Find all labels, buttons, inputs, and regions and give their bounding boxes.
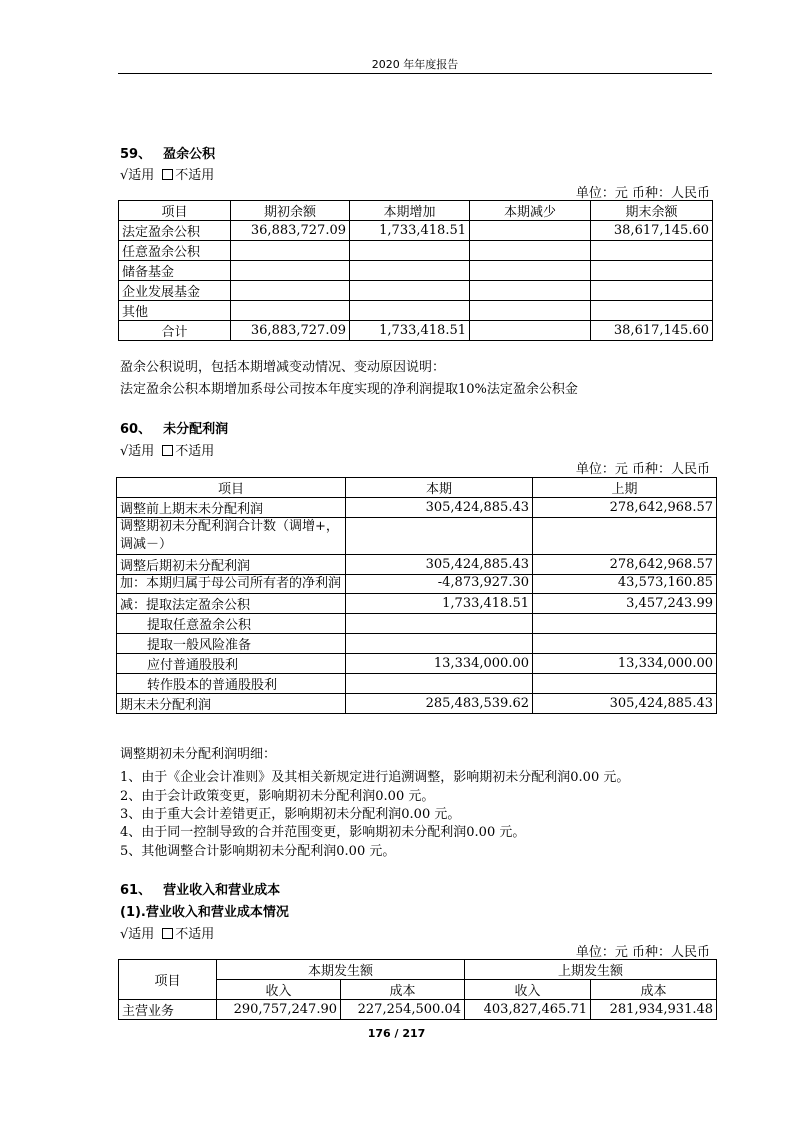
cell [591,241,713,261]
detail-line: 1、由于《企业会计准则》及其相关新规定进行追溯调整，影响期初未分配利润0.00 元。 [120,770,630,785]
col-header: 本期减少 [470,201,591,221]
cell: 3,457,243.99 [533,594,717,614]
applicability-line [120,440,214,459]
checkbox-icon [162,928,173,939]
cell: 1,733,418.51 [350,221,470,241]
table-total-row [117,694,717,714]
cell: 13,334,000.00 [533,654,717,674]
cell: 38,617,145.60 [591,321,713,341]
row-label: 转作股本的普通股股利 [117,674,346,694]
section-61-heading [120,879,280,898]
col-header: 项目 [117,478,346,498]
row-label: 储备基金 [119,261,231,281]
table-row [119,281,713,301]
cell [591,281,713,301]
col-header: 收入 [465,980,591,1000]
applicable-label: √适用 [120,927,155,942]
checkbox-icon [162,169,173,180]
cell [346,614,533,634]
cell [591,301,713,321]
row-label: 应付普通股股利 [117,654,346,674]
row-label: 其他 [119,301,231,321]
page-header: 2020 年年度报告 [371,58,459,71]
header-rule [118,73,712,74]
col-header: 本期发生额 [217,960,465,980]
table-row [119,301,713,321]
row-label: 企业发展基金 [119,281,231,301]
checkbox-icon [162,445,173,456]
row-label: 提取任意盈余公积 [117,614,346,634]
table-row [119,1000,717,1020]
table-row [117,614,717,634]
cell: 305,424,885.43 [533,694,717,714]
col-header: 本期 [346,478,533,498]
cell [470,241,591,261]
cell [350,261,470,281]
cell [346,518,533,555]
row-label: 调整前上期末未分配利润 [117,498,346,518]
table-row [117,498,717,518]
col-header: 期末余额 [591,201,713,221]
table-row [117,575,717,594]
col-header: 成本 [341,980,465,1000]
row-label: 调整期初未分配利润合计数（调增+，调减－） [117,518,346,555]
cell: 305,424,885.43 [346,498,533,518]
cell [533,518,717,555]
section-number: 59、 [120,147,152,162]
detail-line: 2、由于会计政策变更，影响期初未分配利润0.00 元。 [120,789,435,804]
cell: 13,334,000.00 [346,654,533,674]
retained-earnings-table [116,477,717,714]
unit-line: 单位：元 币种：人民币 [575,462,710,477]
unit-line: 单位：元 币种：人民币 [575,945,710,960]
cell: 305,424,885.43 [346,555,533,575]
row-label: 法定盈余公积 [119,221,231,241]
cell [470,301,591,321]
table-header-row [117,478,717,498]
cell [350,301,470,321]
table-row [117,674,717,694]
note-line: 法定盈余公积本期增加系母公司按本年度实现的净利润提取10%法定盈余公积金 [120,382,578,397]
col-header: 本期增加 [350,201,470,221]
row-label: 主营业务 [119,1000,217,1020]
cell [350,241,470,261]
cell [231,301,350,321]
table-row [119,261,713,281]
row-label: 期末未分配利润 [117,694,346,714]
cell [231,261,350,281]
revenue-cost-table [118,959,717,1020]
cell [350,281,470,301]
table-header-row [119,960,717,980]
unit-line: 单位：元 币种：人民币 [575,186,710,201]
cell [533,614,717,634]
note-line: 盈余公积说明，包括本期增减变动情况、变动原因说明： [120,360,446,375]
not-applicable-label: 不适用 [175,444,215,459]
cell: 38,617,145.60 [591,221,713,241]
section-title: 盈余公积 [163,147,216,162]
page-number: 176 / 217 [367,1027,426,1040]
cell [470,221,591,241]
cell [231,241,350,261]
table-row [117,634,717,654]
section-number: 60、 [120,422,152,437]
surplus-reserve-table [118,200,713,341]
cell: 227,254,500.04 [341,1000,465,1020]
row-label: 任意盈余公积 [119,241,231,261]
applicable-label: √适用 [120,444,155,459]
table-row [119,221,713,241]
col-header: 收入 [217,980,341,1000]
table-row [117,594,717,614]
cell: 281,934,931.48 [591,1000,717,1020]
subsection-heading: (1).营业收入和营业成本情况 [120,905,289,920]
col-header: 上期 [533,478,717,498]
cell [533,634,717,654]
cell: 1,733,418.51 [350,321,470,341]
col-header: 上期发生额 [465,960,717,980]
detail-title: 调整期初未分配利润明细： [120,747,277,762]
cell [231,281,350,301]
cell [346,674,533,694]
cell [470,321,591,341]
row-label: 加：本期归属于母公司所有者的净利润 [117,575,346,594]
table-row [117,555,717,575]
cell: 278,642,968.57 [533,498,717,518]
cell: 290,757,247.90 [217,1000,341,1020]
row-label: 提取一般风险准备 [117,634,346,654]
not-applicable-label: 不适用 [175,927,215,942]
cell: 285,483,539.62 [346,694,533,714]
cell [533,674,717,694]
cell [591,261,713,281]
not-applicable-label: 不适用 [175,168,215,183]
section-title: 未分配利润 [163,422,229,437]
cell: 36,883,727.09 [231,321,350,341]
table-row [117,654,717,674]
detail-line: 3、由于重大会计差错更正，影响期初未分配利润0.00 元。 [120,807,461,822]
cell [470,281,591,301]
section-60-heading [120,418,228,437]
section-59-heading [120,143,215,162]
section-title: 营业收入和营业成本 [163,883,281,898]
cell [346,634,533,654]
cell: -4,873,927.30 [346,575,533,594]
table-row [117,518,717,555]
table-row [119,241,713,261]
cell: 36,883,727.09 [231,221,350,241]
cell: 403,827,465.71 [465,1000,591,1020]
col-header: 成本 [591,980,717,1000]
row-label: 调整后期初未分配利润 [117,555,346,575]
applicability-line [120,164,214,183]
table-total-row [119,321,713,341]
applicability-line [120,923,214,942]
table-header-row [119,201,713,221]
cell: 43,573,160.85 [533,575,717,594]
section-number: 61、 [120,883,152,898]
col-header: 项目 [119,201,231,221]
detail-line: 5、其他调整合计影响期初未分配利润0.00 元。 [120,844,396,859]
row-label: 减：提取法定盈余公积 [117,594,346,614]
cell: 1,733,418.51 [346,594,533,614]
col-header: 项目 [119,960,217,1000]
cell [470,261,591,281]
cell: 278,642,968.57 [533,555,717,575]
applicable-label: √适用 [120,168,155,183]
detail-line: 4、由于同一控制导致的合并范围变更，影响期初未分配利润0.00 元。 [120,825,526,840]
col-header: 期初余额 [231,201,350,221]
row-label: 合计 [119,321,231,341]
